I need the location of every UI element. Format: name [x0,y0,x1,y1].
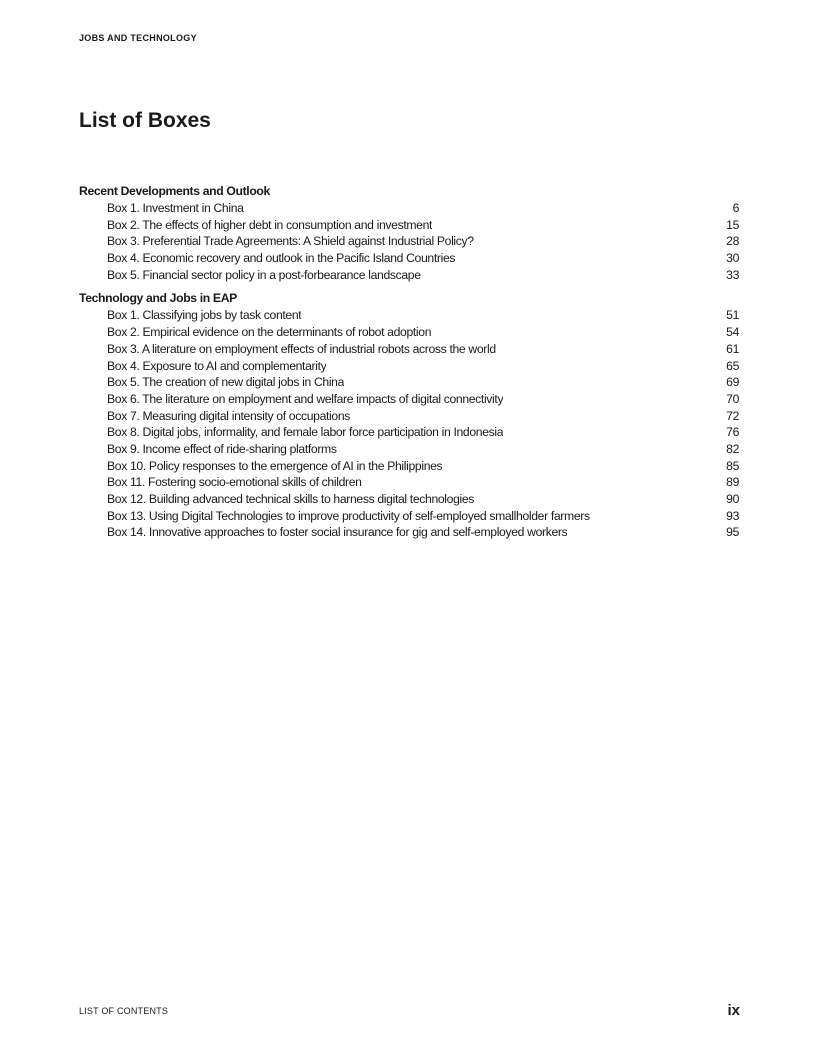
section-title: Technology and Jobs in EAP [79,291,237,306]
entry-label: Box 14. Innovative approaches to foster social insurance for gig and self-employed workers [107,525,568,540]
entry-label: Box 1. Investment in China [107,201,244,215]
toc-entry[interactable] [79,250,739,267]
toc-entry[interactable] [79,341,739,358]
section-recent-developments [79,183,739,283]
entry-page-number: 70 [726,391,739,406]
toc-entry[interactable] [79,217,739,234]
entry-label: Box 3. A literature on employment effects of industrial robots across the world [107,341,496,356]
entry-label: Box 12. Building advanced technical skills to harness digital technologies [107,492,475,506]
entry-page-number: 61 [726,341,739,356]
section-technology-and-jobs [79,290,739,541]
page-title: List of Boxes [79,109,211,132]
entry-label: Box 5. Financial sector policy in a post-forbearance landscape [107,267,421,282]
entry-page-number: 95 [726,525,739,540]
entry-page-number: 28 [726,234,739,249]
entry-label: Box 7. Measuring digital intensity of occupations [107,408,350,423]
toc-entry[interactable] [79,441,739,458]
entry-label: Box 9. Income effect of ride-sharing platforms [107,441,337,456]
entry-page-number: 51 [726,308,739,323]
toc-entry[interactable] [79,358,739,375]
entry-label: Box 11. Fostering socio-emotional skills of children [107,475,362,490]
entry-label: Box 1. Classifying jobs by task content [107,308,302,323]
entry-page-number: 54 [726,325,739,340]
entry-page-number: 72 [726,408,739,423]
toc-entry[interactable] [79,267,739,284]
entry-page-number: 82 [726,441,739,456]
toc-entry[interactable] [79,474,739,491]
toc-entry[interactable] [79,200,739,217]
entry-page-number: 65 [726,358,739,373]
entry-label: Box 8. Digital jobs, informality, and female labor force participation in Indonesia [107,425,504,440]
toc-entry[interactable] [79,391,739,408]
running-header: JOBS AND TECHNOLOGY [79,33,197,43]
entry-label: Box 13. Using Digital Technologies to improve productivity of self-employed smallholder farmers [107,508,590,523]
entry-page-number: 89 [726,475,739,490]
toc-entry[interactable] [79,424,739,441]
toc-entry[interactable] [79,233,739,250]
entry-label: Box 2. The effects of higher debt in consumption and investment [107,217,433,232]
entry-page-number: 90 [726,492,739,506]
entry-page-number: 30 [726,251,739,266]
list-of-boxes [79,183,739,548]
entry-page-number: 69 [726,375,739,390]
entry-label: Box 5. The creation of new digital jobs in China [107,375,345,390]
toc-entry[interactable] [79,458,739,475]
toc-entry[interactable] [79,491,739,508]
entry-page-number: 6 [732,201,739,215]
toc-entry[interactable] [79,374,739,391]
toc-entry[interactable] [79,408,739,425]
entry-page-number: 33 [726,267,739,282]
entry-label: Box 6. The literature on employment and welfare impacts of digital connectivity [107,391,504,406]
toc-entry[interactable] [79,524,739,541]
footer-page-number: ix [727,1002,740,1019]
entry-label: Box 4. Exposure to AI and complementarity [107,358,327,373]
entry-page-number: 15 [726,217,739,232]
toc-entry[interactable] [79,324,739,341]
entry-label: Box 3. Preferential Trade Agreements: A Shield against Industrial Policy? [107,234,474,249]
toc-entry[interactable] [79,508,739,525]
entry-page-number: 93 [726,508,739,523]
entry-label: Box 10. Policy responses to the emergence of AI in the Philippines [107,458,443,473]
footer-section-label: LIST OF CONTENTS [79,1006,169,1016]
entry-label: Box 4. Economic recovery and outlook in the Pacific Island Countries [107,251,456,266]
entry-label: Box 2. Empirical evidence on the determinants of robot adoption [107,325,432,340]
toc-entry[interactable] [79,307,739,324]
entry-page-number: 85 [726,458,739,473]
entry-page-number: 76 [726,425,739,440]
section-title: Recent Developments and Outlook [79,184,270,198]
